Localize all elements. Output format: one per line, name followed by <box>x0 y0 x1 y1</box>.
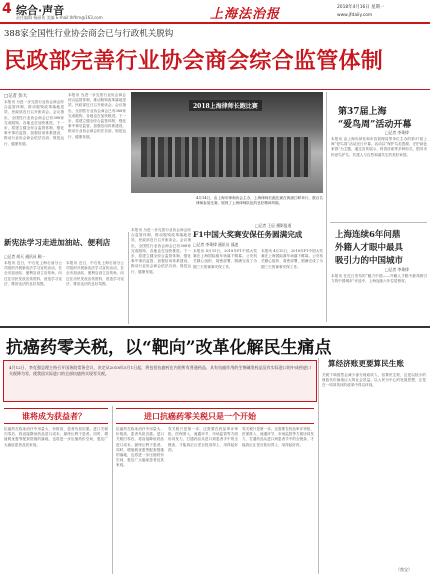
right-column-rule <box>326 92 327 322</box>
talent-title-c: 吸引力的中国城市 <box>335 256 404 266</box>
talent-title-a: 上海连续6年问鼎 <box>335 230 401 240</box>
feature-top-rule <box>0 326 430 328</box>
lead-kicker: 388家全国性行业协会商会已与行政机关脱钩 <box>4 29 174 39</box>
feature-col2a-body: 抗癌药在临床治疗中用量大、价格高，患者负担沉重。进口关税归零后，将直接降低药品进口成本，最终让利于患者。同时，增值税优惠等配套措施的落地，也将进一步压缩药价空间，惠及广大癌症患者及其家庭。 <box>116 427 164 468</box>
website: www.jfdaily.com <box>337 13 373 18</box>
talent-reporter: □记者 李秉律 <box>385 267 409 272</box>
col2-title: 进口抗癌药零关税只是一个开始 <box>144 411 256 421</box>
feature-col3-body: 关税下调固然会减少部分财政收入，但算民生账，这是以较小的财政代价换取巨大的社会效益。以人民为中心的发展思想，正是在一项项具体的改革中得以体现。 <box>322 373 426 388</box>
newspaper-logo: 上海法治报 <box>210 7 281 22</box>
photo-credit: □记者 王辰 摄影报道 <box>255 223 292 228</box>
photo-banner: 2018上海律师长跑比赛 <box>189 100 262 111</box>
bird-week-body: 本报讯 由上海市绿化和市容管理局等单位主办的第37届上海“爱鸟周”活动近日开幕。活动以“保护鸟类资源，守护绿色家园”为主题，通过宣传展示、科普讲座等多种形式，倡导市民爱鸟护鸟，共建人与自然和谐共生的美好家园。 <box>331 137 427 157</box>
constitution-reporter: □记者 胡天 通讯员 顾一 <box>4 254 46 259</box>
feature-col2b-body: 零关税只是第一步。还需要在药品审评审批、医保准入、流通环节、市场监管等方面协同发力，打通药品从进口到患者手中的全链条，才能真正让老百姓用得上、用得起好药。 <box>168 427 238 452</box>
lead-body-continued: 本报讯 为进一步完善行业协会商会综合监管体制，推动脱钩改革落地见效，民政部近日召开座谈会。会议指出，全国性行业协会商会已有388家完成脱钩，各地也在加快推进。下一步，将建立健全综合监管体制，强化事中事后监管，加强信用体系建设，推动行业协会商会依法自治、规范运行、健康发展。 <box>131 228 191 274</box>
col2-title-box <box>116 408 314 424</box>
lead-headline: 民政部完善行业协会商会综合监管体制 <box>4 48 384 74</box>
bird-week-title-b: “爱鸟周”活动开幕 <box>338 120 412 130</box>
lead-body-col2: 本报讯 为进一步完善行业协会商会综合监管体制，推动脱钩改革落地见效，民政部近日召开座谈会。会议指出，全国性行业协会商会已有388家完成脱钩，各地也在加快推进。下一步，将建立健全综合监管体制，强化事中事后监管，加强信用体系建设，推动行业协会商会依法自治、规范运行、健康发展。 <box>68 93 126 139</box>
constitution-body-col1: 本报讯 近日，中石化上海石油分公司组织开展新宪法学习宣传活动，在全市加油站、便利店设立宣传角，向过往市民发放宣传资料，营造学习宪法、尊崇宪法的良好氛围。 <box>4 261 62 286</box>
masthead <box>0 0 430 22</box>
right-col-divider <box>330 222 427 223</box>
feature-intro: 4月12日，李克强总理主持召开国务院常务会议，决定从2018年5月1日起，将包括抗癌药在内的所有普通药品、具有抗癌作用的生物碱类药品及有实际进口的中成药进口关税降为零，使我国实际进口的全部抗癌药实现零关税。 <box>9 365 311 376</box>
marathon-photo <box>131 92 323 193</box>
mid-column-rule <box>128 232 129 324</box>
talent-title-b: 外籍人才眼中最具 <box>335 243 404 253</box>
f1-body-col1: 本报讯 4月15日，2018年F1中国大奖赛在上海国际赛车场落下帷幕。公安机关精心组织、周密部署，圆满完成了为期三天的赛事安保工作。 <box>193 249 257 269</box>
bird-week-title-a: 第37届上海 <box>338 107 387 117</box>
f1-body-col2: 本报讯 4月15日，2018年F1中国大奖赛在上海国际赛车场落下帷幕。公安机关精心组织、周密部署，圆满完成了为期三天的赛事安保工作。 <box>261 249 323 269</box>
issue-date: 2018年4月16日 星期一 <box>337 5 385 10</box>
col3-title: 算经济账更要算民生账 <box>328 359 404 368</box>
bird-week-reporter: □记者 李秉律 <box>385 130 409 135</box>
header-rule <box>0 22 430 24</box>
feature-rule-2 <box>318 358 319 574</box>
feature-col1-body: 抗癌药在临床治疗中用量大、价格高，患者负担沉重。进口关税归零后，将直接降低药品进口成本，最终让利于患者。同时，增值税优惠等配套措施的落地，也将进一步压缩药价空间，惠及广大癌症患者及其家庭。 <box>4 427 108 447</box>
constitution-title: 新宪法学习走进加油站、便利店 <box>4 238 111 247</box>
section-title: 综合·声音 <box>16 4 65 17</box>
feature-headline: 抗癌药零关税，以“靶向”改革化解民生痛点 <box>6 338 332 358</box>
feature-col2c-body: 零关税只是第一步。还需要在药品审评审批、医保准入、流通环节、市场监管等方面协同发力，打通药品从进口到患者手中的全链条，才能真正让老百姓用得上、用得起好药。 <box>242 427 314 447</box>
lead-body-col1: 本报讯 为进一步完善行业协会商会综合监管体制，推动脱钩改革落地见效，民政部近日召开座谈会。会议指出，全国性行业协会商会已有388家完成脱钩，各地也在加快推进。下一步，将建立健全综合监管体制，强化事中事后监管，加强信用体系建设，推动行业协会商会依法自治、规范运行、健康发展。 <box>4 100 64 146</box>
talent-body: 本报讯 在近日发布的“魅力中国——外籍人才眼中最具吸引力的中国城市”评选中，上海连续六年位居榜首。 <box>331 274 427 284</box>
constitution-body-col2: 本报讯 近日，中石化上海石油分公司组织开展新宪法学习宣传活动，在全市加油站、便利店设立宣传角，向过往市民发放宣传资料，营造学习宪法、尊崇宪法的良好氛围。 <box>66 261 124 286</box>
photo-caption: 4月14日，由上海市律师协会主办，上海律师长跑比赛在黄浦江畔举行，数百名律师参加比赛，展现了上海律师队伍的良好精神风貌。 <box>196 196 323 206</box>
f1-reporter: □记者 李秉律 通讯员 邵凌 <box>193 242 239 247</box>
col1-title-box <box>4 408 108 424</box>
lead-reporter: □记者 彭大 <box>4 94 28 99</box>
col1-title: 谁将成为获益者？ <box>22 411 86 421</box>
lead-rule <box>0 89 430 90</box>
col3-author: （焦宝） <box>396 567 412 572</box>
page-number: 4 <box>2 1 12 17</box>
feature-rule-1 <box>112 406 113 574</box>
editors-line: 责任编辑 杨丽英 美编 E-mail:lhfhm@163.com <box>16 15 103 20</box>
runners-silhouette <box>141 137 311 177</box>
f1-title: F1中国大奖赛安保任务圆满完成 <box>193 230 303 239</box>
feature-intro-box <box>3 360 317 402</box>
